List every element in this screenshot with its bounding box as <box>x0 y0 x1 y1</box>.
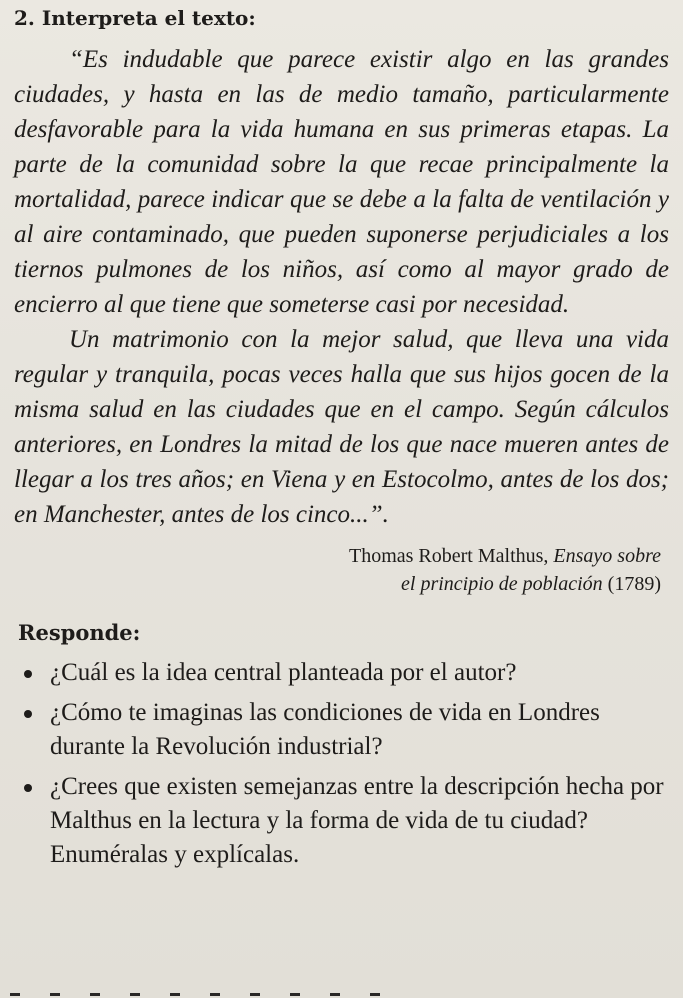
source-work-line1: Ensayo sobre <box>553 545 661 567</box>
reading-paragraph-2: Un matrimonio con la mejor salud, que lleva una vida regular y tranquila, pocas veces halla que sus hijos gocen de la misma salud en las ciudades que en el campo. Según cálculos anteriores, en Londres la mitad de los que nace mueren antes de llegar a los tres años; en Viena y en Estocolmo, antes de los dos; en Manchester, antes de los cinco...”. <box>14 326 669 528</box>
reading-text <box>14 42 669 532</box>
question-item <box>18 696 669 764</box>
source-work-line2: el principio de población <box>401 573 603 595</box>
reading-paragraph-1: “Es indudable que parece existir algo en las grandes ciudades, y hasta en las de medio tamaño, particularmente desfavorable para la vida humana en sus primeras etapas. La parte de la comunidad sobre la que recae principalmente la mortalidad, parece indicar que se debe a la falta de ventilación y al aire contaminado, que pueden suponerse perjudiciales a los tiernos pulmones de los niños, así como al mayor grado de encierro al que tiene que someterse casi por necesidad. <box>14 46 669 318</box>
question-text: ¿Cómo te imaginas las condiciones de vida en Londres durante la Revolución industrial? <box>50 699 600 760</box>
bullet-icon <box>24 784 32 792</box>
question-item <box>18 770 669 872</box>
exercise-heading: 2. Interpreta el texto: <box>14 6 256 30</box>
bullet-icon <box>24 670 32 678</box>
answer-line-divider <box>10 993 390 996</box>
question-item <box>18 656 669 690</box>
source-author: Thomas Robert Malthus, <box>348 545 549 567</box>
responde-heading: Responde: <box>18 620 141 645</box>
source-citation <box>14 542 669 598</box>
question-list <box>14 656 669 872</box>
question-text: ¿Crees que existen semejanzas entre la descripción hecha por Malthus en la lectura y la forma de vida de tu ciudad? Enuméralas y explícalas. <box>50 773 664 868</box>
question-text: ¿Cuál es la idea central planteada por el autor? <box>50 659 517 686</box>
source-year: (1789) <box>607 573 661 595</box>
bullet-icon <box>24 710 32 718</box>
